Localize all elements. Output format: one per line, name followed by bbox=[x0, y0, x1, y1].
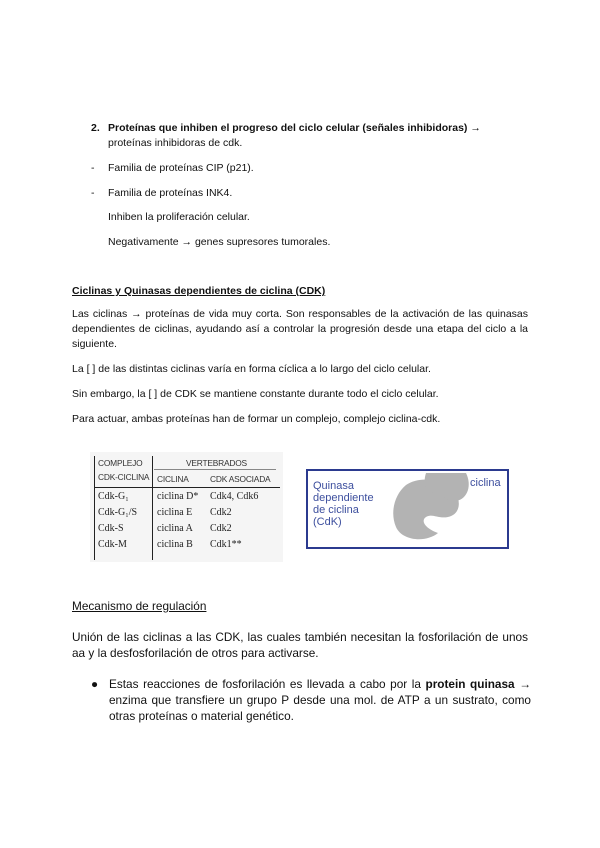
item-title-rest: proteínas inhibidoras de cdk. bbox=[108, 137, 243, 149]
table-cell: Cdk-G₁ bbox=[98, 491, 129, 502]
bullet-marker: ● bbox=[91, 677, 99, 691]
table-header-left-2: CDK-CICLINA bbox=[98, 472, 150, 482]
table-cell: Cdk2 bbox=[210, 523, 232, 534]
table-cell: Cdk-M bbox=[98, 539, 127, 550]
table-cell: ciclina B bbox=[157, 539, 193, 550]
table-cell: Cdk-S bbox=[98, 523, 124, 534]
table-header-group: VERTEBRADOS bbox=[186, 458, 247, 468]
paragraph: Unión de las ciclinas a las CDK, las cuales también necesitan la fosforilación de unos aa y la desfosforilación de otros para activarse. bbox=[72, 630, 528, 660]
table-cell: ciclina E bbox=[157, 507, 193, 518]
section-heading: Mecanismo de regulación bbox=[72, 599, 207, 613]
table-cell: Cdk4, Cdk6 bbox=[210, 491, 259, 502]
paragraph: Para actuar, ambas proteínas han de formar un complejo, complejo ciclina-cdk. bbox=[72, 413, 441, 425]
dash-item-text: Familia de proteínas INK4. bbox=[108, 187, 233, 199]
table-cell: Cdk-G₁/S bbox=[98, 507, 138, 518]
dash-marker: - bbox=[91, 187, 95, 199]
paragraph: Sin embargo, la [ ] de CDK se mantiene constante durante todo el ciclo celular. bbox=[72, 388, 439, 400]
bullet-bold-term: protein quinasa bbox=[425, 677, 515, 691]
table-header-ciclina: CICLINA bbox=[157, 474, 189, 484]
item-number: 2. bbox=[91, 122, 100, 134]
dash-item-text: Familia de proteínas CIP (p21). bbox=[108, 162, 254, 174]
table-cell: Cdk2 bbox=[210, 507, 232, 518]
paragraph: La [ ] de las distintas ciclinas varía en forma cíclica a lo largo del ciclo celular. bbox=[72, 363, 431, 375]
diagram-label-cdk-1: Quinasa bbox=[313, 480, 354, 492]
indent-line: Negativamente → genes supresores tumorales. bbox=[108, 236, 331, 248]
diagram-label-cdk-2: dependiente bbox=[313, 492, 374, 504]
table-cell: ciclina A bbox=[157, 523, 193, 534]
dash-item bbox=[91, 161, 531, 176]
bullet-text-post: → enzima que transfiere un grupo P desde una mol. de ATP a un sustrato, como otras proteínas o material genético. bbox=[109, 677, 531, 723]
section-heading: Ciclinas y Quinasas dependientes de ciclina (CDK) bbox=[72, 285, 326, 297]
table-cell: ciclina D* bbox=[157, 491, 199, 502]
table-cell: Cdk1** bbox=[210, 539, 242, 550]
cdk-cyclin-diagram bbox=[306, 469, 509, 549]
bullet-item bbox=[91, 676, 531, 724]
indent-line: Inhiben la proliferación celular. bbox=[108, 211, 250, 223]
item-title: Proteínas que inhiben el progreso del ciclo celular (señales inhibidoras) → bbox=[108, 122, 481, 134]
table-header-cdk: CDK ASOCIADA bbox=[210, 474, 271, 484]
dash-item bbox=[91, 186, 531, 201]
bullet-text-pre: Estas reacciones de fosforilación es llevada a cabo por la bbox=[109, 677, 426, 691]
paragraph: Las ciclinas → proteínas de vida muy corta. Son responsables de la activación de las quinasas dependientes de ciclinas, ayudando así a controlar la progresión desde una etapa del ciclo a la siguiente. bbox=[72, 308, 528, 350]
cdk-cyclin-table bbox=[90, 452, 283, 562]
diagram-label-ciclina: ciclina bbox=[470, 477, 501, 489]
dash-marker: - bbox=[91, 162, 95, 174]
numbered-item bbox=[91, 121, 531, 151]
table-header-left-1: COMPLEJO bbox=[98, 458, 143, 468]
diagram-label-cdk-4: (CdK) bbox=[313, 516, 342, 528]
diagram-label-cdk-3: de ciclina bbox=[313, 504, 359, 516]
